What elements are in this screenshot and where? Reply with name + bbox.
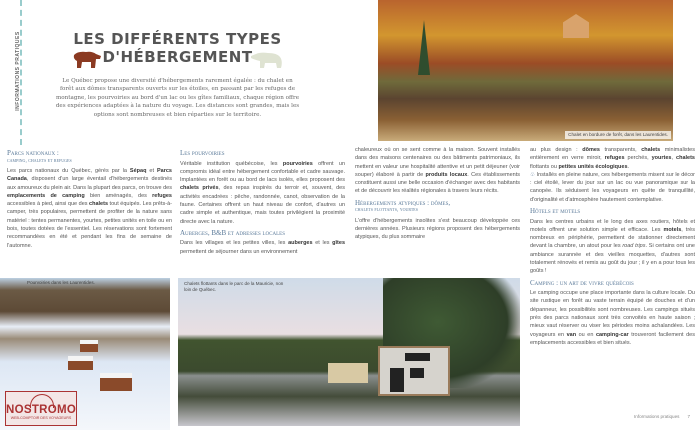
section-heading [7,150,172,165]
title-line-1: LES DIFFÉRENTS TYPES [73,30,282,48]
text: au plus design : [530,147,583,153]
body-paragraph [7,167,172,250]
bold-text: pourvoiries [282,160,313,167]
section-heading [180,230,345,238]
bold-text: petites unités écologiques [558,163,628,170]
body-paragraph [530,171,695,204]
floating-chalet [378,346,450,396]
text: Véritable institution québécoise, les [180,160,283,167]
bold-text: dômes [582,147,600,153]
bold-text: Parcs Canada [7,168,172,183]
text: transparents, [599,147,642,153]
text: , disposent d'un large éventail d'hébergements destinés aux amoureux du plein air. Dans la plupart des parcs, on trouve des [7,176,172,191]
bold-text: camping-car [595,331,629,338]
heading-title: Hébergements atypiques : dômes, [355,198,451,207]
pine-tree [418,20,430,75]
text: perchés, [624,155,652,162]
column-2 [180,146,345,256]
bold-text: emplacements de camping [7,192,85,199]
text: , des repas inspirés du terroir et, souvent, des activités encadrées : pêche, randonnée, canot, observation de la faune. Certaines offrent un haut niveau de confort, d'autres un cadre simple et authentique, mais toutes privilégient la proximité directe avec la nature. [180,185,345,225]
polar-bear-icon [250,49,284,69]
heading-subtitle: camping, chalets et refuges [7,157,72,164]
logo-name: NOSTROMO [6,404,77,416]
section-heading [530,208,695,216]
body-paragraph [530,289,695,347]
bold-text: refuges [604,155,625,162]
bold-text: chalets [89,201,109,208]
column-3 [355,146,520,242]
section-sidebar [8,20,22,130]
floating-chalet [328,363,368,383]
heading-title: Hôtels et motels [530,207,581,216]
text: trouveront facilement des emplacements accessibles et bien situés. [530,331,695,346]
text: bien aménagés, des [84,192,153,199]
footer-section: Informations pratiques [633,414,680,419]
bold-text: motels [663,226,682,233]
photo-caption: Pourvoiries dans les Laurentides. [27,280,95,285]
heading-title: Parcs nationaux : [7,149,59,157]
text: . Ces établissements constituent aussi une belle occasion d'échanger avec des habitants et de découvrir les réalités régionales à travers leurs récits. [355,171,520,195]
title-line-2: D'HÉBERGEMENT [102,48,253,66]
cabin-shape [100,373,132,391]
cabin-shape [80,340,98,352]
cabin-shape [68,356,93,370]
body-paragraph [530,146,695,171]
floating-chalets-photo [178,278,520,426]
column-4 [530,146,695,347]
text: road trips [622,243,646,250]
text: Le camping occupe une place importante dans la culture locale. Du site rustique en forêt au vaste terrain équipé de douches et d'un dépanneur, les possibilités sont nombreuses. Les campings situés près des parcs nationaux sont très convoités en haute saison ; mieux vaut réserver ou viser les périodes moins achalandées. Les voyageurs en [530,290,695,338]
section-heading [530,280,695,288]
bold-text: chalets [641,147,661,153]
text: flottants ou [530,163,559,170]
text: permettent de séjourner dans un environnement [180,248,298,255]
text: . Si certains ont une ambiance surannée et des vieilles moquettes, d'autres sont totalement rénovés et remis au goût du jour ; il y en a pour tous les goûts ! [530,243,695,275]
text: Dans les centres urbains et le long des axes routiers, hôtels et motels offrent une solution simple et efficace. Les [530,218,695,233]
body-paragraph [355,217,520,242]
text: Les parcs nationaux du Québec, gérés par la [7,168,130,174]
nature-icon: ♧ [530,171,537,178]
text: . [627,163,630,170]
photo-caption: Chalet en bordure de forêt, dans les Laurentides. [565,131,671,139]
text: accessibles à pied, ainsi que des [7,201,90,208]
photo-caption: Chalets flottants dans le parc de la Mauricie, non loin de Québec. [184,281,284,292]
section-heading [355,200,520,215]
text: ou en [576,331,596,338]
bold-text: yourtes [651,155,672,162]
text: et les [312,240,333,247]
text: chaleureux où on se sent comme à la maison. Souvent installés dans des maisons centenaires ou des bâtiments patrimoniaux, ils mettent en valeur une hospitalité attentive et un petit déjeuner (voir souper) élaboré à partir de [355,147,520,178]
text: Installés en pleine nature, ces hébergements misent sur le décor : ciel étoilé, lever du jour sur un lac ou vue panoramique sur la canopée. Ils séduisent les voyageurs en quête de tranquillité, d'originalité et d'atmosphère hautement contemplative. [530,171,695,203]
bold-text: van [566,331,577,338]
bold-text: auberges [288,240,313,247]
text: , très nombreux en périphérie, permettent de stationner directement devant la chambre, un atout pour les [530,226,695,250]
bold-text: gîtes [332,240,346,247]
nostromo-logo [5,391,77,426]
chalet-shape [563,14,589,38]
logo-tagline: WEB-COMPTOIR DES VOYAGEURS [10,416,72,420]
bold-text: produits locaux [425,171,468,178]
heading-title: Camping : un art de vivre québécois [530,278,634,287]
section-heading [180,150,345,158]
text: L'offre d'hébergements insolites s'est beaucoup développée ces dernières années. Plusieurs régions proposent des hébergements atypiques, du plus sommaire [355,217,520,241]
globe-icon [30,394,54,408]
chalet-forest-photo [378,0,673,141]
page-footer [626,414,690,419]
section-label: INFORMATIONS PRATIQUES [15,31,21,111]
body-paragraph [180,239,345,256]
body-paragraph [530,218,695,276]
body-paragraph [180,160,345,226]
text: Dans les villages et les petites villes, les [180,240,289,247]
bold-text: Sépaq [129,168,147,174]
column-1 [7,146,172,250]
intro-paragraph: Le Québec propose une diversité d'hébergements rarement égalée : du chalet en forêt aux dômes transparents ouverts sur les étoiles, en passant par les refuges de montagne, les pourvoiries au bord d'un lac ou les gîtes familiaux, chaque région offre des expériences adaptées à la nature du voyage. Les distances sont grandes, mais les options sont nombreuses et bien réparties sur le territoire. [55,78,300,118]
text: offrent un compromis idéal entre hébergement confortable et cadre sauvage. Implantées en forêt ou au bord de lacs isolés, elles proposent des [180,160,346,184]
bold-text: chalets privés [180,185,219,192]
heading-title: Auberges, B&B et adresses locales [180,228,285,237]
heading-subtitle: chalets flottants, yourtes [355,207,418,214]
text: , [671,155,677,162]
page-number: 7 [687,414,690,419]
text: tout équipés. Les prêts-à-camper, très populaires, permettent de profiter de la nature sans matériel : tentes permanentes, yourtes, petites unités en toile ou en bois, toutes dotées de l'essentiel. Les réservations sont fortement recommandées en été et pendant les fins de semaine de l'automne. [7,201,172,249]
heading-title: Les pourvoiries [180,149,225,157]
brown-bear-icon [72,49,102,69]
body-paragraph [355,146,520,196]
text: et [146,168,157,174]
bold-text: chalets [676,155,695,162]
bold-text: refuges [152,192,172,199]
text: minimalistes entièrement en verre miroir, [530,147,695,162]
